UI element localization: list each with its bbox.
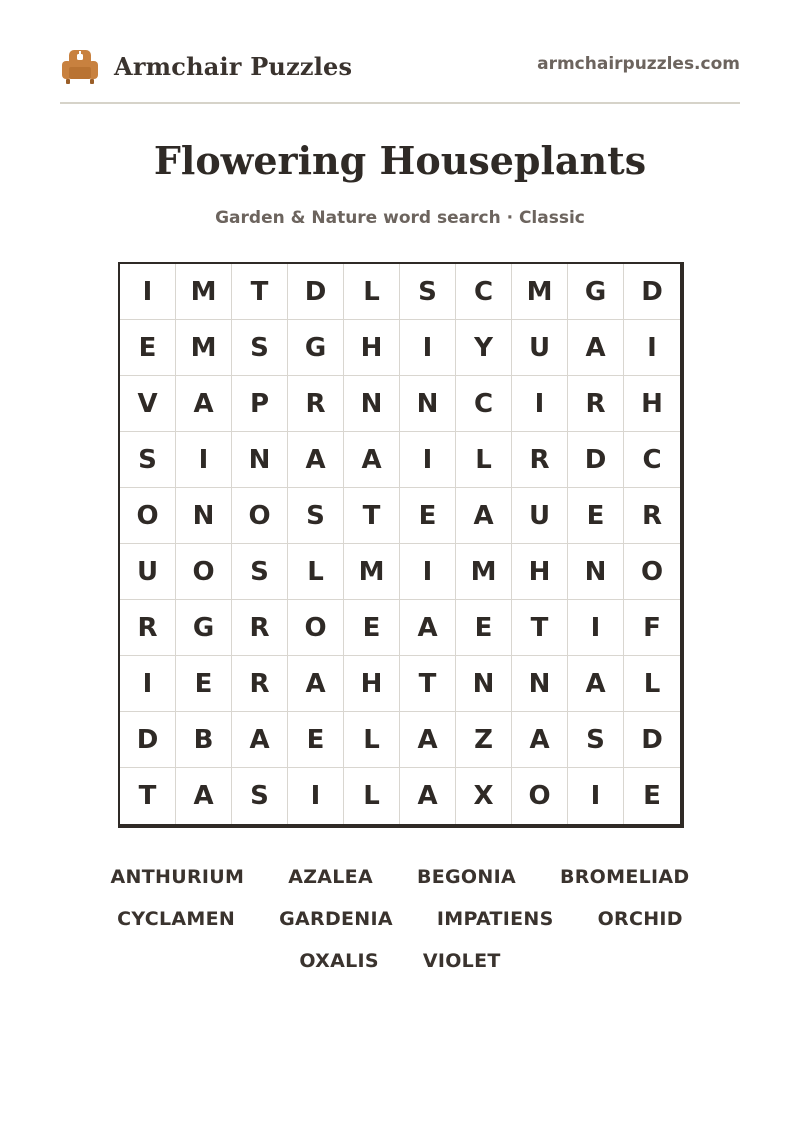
grid-cell[interactable]: S — [288, 488, 344, 544]
grid-cell[interactable]: V — [120, 376, 176, 432]
grid-cell[interactable]: O — [232, 488, 288, 544]
grid-cell[interactable]: I — [400, 544, 456, 600]
grid-cell[interactable]: E — [288, 712, 344, 768]
grid-cell[interactable]: N — [232, 432, 288, 488]
grid-cell[interactable]: L — [344, 768, 400, 824]
grid-cell[interactable]: N — [400, 376, 456, 432]
grid-cell[interactable]: N — [512, 656, 568, 712]
grid-cell[interactable]: G — [176, 600, 232, 656]
word-list-item: IMPATIENS — [436, 908, 554, 930]
grid-cell[interactable]: I — [624, 320, 680, 376]
grid-cell[interactable]: I — [176, 432, 232, 488]
grid-cell[interactable]: M — [176, 320, 232, 376]
grid-cell[interactable]: I — [400, 320, 456, 376]
grid-cell[interactable]: T — [232, 264, 288, 320]
grid-cell[interactable]: H — [344, 656, 400, 712]
grid-cell[interactable]: G — [568, 264, 624, 320]
grid-cell[interactable]: L — [456, 432, 512, 488]
grid-cell[interactable]: Z — [456, 712, 512, 768]
word-list-item: BROMELIAD — [559, 866, 690, 888]
puzzle-subtitle: Garden & Nature word search · Classic — [215, 208, 585, 228]
word-list-row — [100, 898, 700, 940]
grid-cell[interactable]: D — [120, 712, 176, 768]
grid-cell[interactable]: R — [568, 376, 624, 432]
grid-cell[interactable]: S — [400, 264, 456, 320]
letter-grid — [118, 262, 684, 828]
grid-cell[interactable]: S — [120, 432, 176, 488]
grid-cell[interactable]: T — [120, 768, 176, 824]
grid-cell[interactable]: N — [176, 488, 232, 544]
grid-cell[interactable]: T — [512, 600, 568, 656]
grid-cell[interactable]: U — [512, 320, 568, 376]
grid-cell[interactable]: O — [120, 488, 176, 544]
grid-cell[interactable]: R — [232, 600, 288, 656]
grid-cell[interactable]: A — [400, 600, 456, 656]
grid-cell[interactable]: A — [344, 432, 400, 488]
grid-cell[interactable]: L — [288, 544, 344, 600]
grid-cell[interactable]: E — [643, 781, 661, 811]
grid-cell[interactable]: U — [120, 544, 176, 600]
grid-cell[interactable]: E — [568, 488, 624, 544]
grid-cell[interactable]: H — [512, 544, 568, 600]
word-list-item: VIOLET — [422, 950, 501, 972]
word-list-item: GARDENIA — [279, 908, 393, 930]
site-url-link[interactable]: armchairpuzzles.com — [537, 54, 740, 74]
grid-cell[interactable]: N — [344, 376, 400, 432]
grid-cell[interactable]: N — [456, 656, 512, 712]
grid-cell[interactable]: C — [624, 432, 680, 488]
grid-cell[interactable]: S — [232, 320, 288, 376]
word-list-item: ORCHID — [597, 908, 683, 930]
grid-cell[interactable]: E — [176, 656, 232, 712]
grid-cell[interactable]: R — [624, 488, 680, 544]
grid-cell[interactable]: H — [624, 376, 680, 432]
grid-cell[interactable]: O — [624, 544, 680, 600]
grid-cell[interactable]: I — [568, 768, 624, 824]
grid-cell[interactable]: E — [120, 320, 176, 376]
brand[interactable] — [60, 46, 352, 86]
word-list-item: OXALIS — [299, 950, 379, 972]
grid-cell[interactable]: L — [344, 264, 400, 320]
word-list — [100, 856, 700, 982]
grid-cell[interactable]: O — [512, 768, 568, 824]
grid-cell[interactable]: D — [624, 712, 680, 768]
grid-cell[interactable]: Y — [456, 320, 512, 376]
grid-cell[interactable]: S — [232, 544, 288, 600]
grid-cell[interactable]: D — [288, 264, 344, 320]
grid-cell[interactable]: T — [400, 656, 456, 712]
brand-name: Armchair Puzzles — [114, 51, 353, 81]
word-list-item: ANTHURIUM — [110, 866, 245, 888]
grid-cell[interactable]: A — [568, 656, 624, 712]
grid-cell[interactable]: I — [288, 768, 344, 824]
grid-cell[interactable]: N — [568, 544, 624, 600]
grid-cell[interactable]: A — [232, 712, 288, 768]
word-list-row — [100, 940, 700, 982]
grid-cell[interactable]: F — [624, 600, 680, 656]
word-list-item: BEGONIA — [416, 866, 516, 888]
grid-cell[interactable]: M — [176, 264, 232, 320]
grid-cell[interactable]: A — [176, 768, 232, 824]
armchair-icon — [60, 46, 100, 86]
grid-cell[interactable]: R — [120, 600, 176, 656]
grid-cell[interactable]: A — [400, 768, 456, 824]
word-list-item: AZALEA — [288, 866, 373, 888]
grid-cell[interactable]: S — [232, 768, 288, 824]
puzzle-title: Flowering Houseplants — [153, 138, 647, 183]
grid-cell[interactable]: X — [456, 768, 512, 824]
grid-cell[interactable]: P — [232, 376, 288, 432]
page-header — [60, 40, 740, 104]
grid-cell[interactable]: E — [400, 488, 456, 544]
grid-cell[interactable]: A — [288, 656, 344, 712]
grid-cell[interactable]: I — [568, 600, 624, 656]
grid-cell[interactable]: E — [456, 600, 512, 656]
grid-cell[interactable]: R — [512, 432, 568, 488]
grid-cell[interactable]: A — [288, 432, 344, 488]
grid-cell[interactable]: A — [176, 376, 232, 432]
grid-cell[interactable]: I — [400, 432, 456, 488]
grid-cell[interactable]: M — [456, 544, 512, 600]
grid-cell[interactable]: U — [512, 488, 568, 544]
grid-cell[interactable]: G — [288, 320, 344, 376]
grid-cell[interactable]: E — [344, 600, 400, 656]
grid-cell[interactable]: I — [120, 264, 176, 320]
word-list-item: CYCLAMEN — [117, 908, 236, 930]
grid-cell[interactable]: I — [512, 376, 568, 432]
grid-cell[interactable]: H — [344, 320, 400, 376]
grid-cell[interactable]: D — [568, 432, 624, 488]
word-list-row — [100, 856, 700, 898]
grid-cell[interactable]: A — [512, 712, 568, 768]
grid-cell[interactable]: O — [176, 544, 232, 600]
grid-cell[interactable]: C — [456, 376, 512, 432]
grid-cell[interactable]: T — [344, 488, 400, 544]
grid-cell[interactable]: R — [288, 376, 344, 432]
grid-cell[interactable]: B — [176, 712, 232, 768]
grid-cell[interactable]: A — [456, 488, 512, 544]
grid-cell[interactable]: M — [512, 264, 568, 320]
grid-cell[interactable]: I — [120, 656, 176, 712]
grid-cell[interactable]: D — [624, 264, 680, 320]
grid-cell[interactable]: O — [288, 600, 344, 656]
grid-cell[interactable]: S — [568, 712, 624, 768]
grid-cell[interactable]: C — [456, 264, 512, 320]
grid-cell[interactable]: L — [344, 712, 400, 768]
grid-cell[interactable]: A — [568, 320, 624, 376]
grid-cell[interactable]: M — [344, 544, 400, 600]
grid-cell[interactable]: R — [232, 656, 288, 712]
grid-cell[interactable]: A — [400, 712, 456, 768]
grid-cell[interactable]: L — [624, 656, 680, 712]
